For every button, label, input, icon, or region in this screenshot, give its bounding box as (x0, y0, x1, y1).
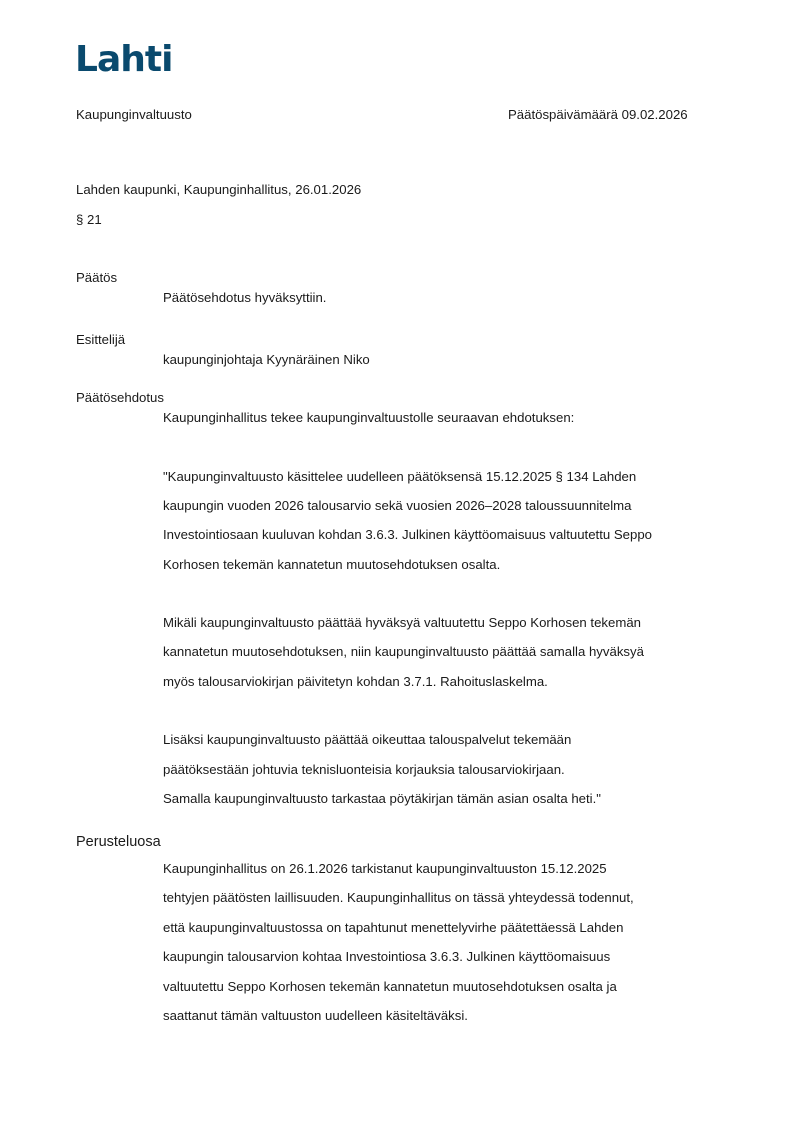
proposal-line: kaupungin vuoden 2026 talousarvio sekä vuosien 2026–2028 taloussuunnitelma (163, 498, 632, 513)
justification-line: Kaupunginhallitus on 26.1.2026 tarkistanut kaupunginvaltuuston 15.12.2025 (163, 861, 607, 876)
proposal-line: Kaupunginhallitus tekee kaupunginvaltuustolle seuraavan ehdotuksen: (163, 410, 575, 425)
proposal-line: kannatetun muutosehdotuksen, niin kaupunginvaltuusto päättää samalla hyväksyä (163, 644, 644, 659)
heading-paatos: Päätös (76, 270, 118, 285)
heading-perusteluosa: Perusteluosa (76, 834, 161, 850)
proposal-line: Lisäksi kaupunginvaltuusto päättää oikeuttaa talouspalvelut tekemään (163, 732, 572, 747)
justification-line: kaupungin talousarvion kohtaa Investointiosa 3.6.3. Julkinen käyttöomaisuus (163, 949, 611, 964)
proposal-line: päätöksestään johtuvia teknisluonteisia korjauksia talousarviokirjaan. (163, 762, 565, 777)
origin-line: Lahden kaupunki, Kaupunginhallitus, 26.01.2026 (76, 182, 362, 197)
justification-line: että kaupunginvaltuustossa on tapahtunut menettelyvirhe päätettäessä Lahden (163, 920, 624, 935)
lahti-logo: Lahti (75, 39, 173, 80)
justification-line: tehtyjen päätösten laillisuuden. Kaupunginhallitus on tässä yhteydessä todennut, (163, 890, 634, 905)
decision-date: 09.02.2026 (621, 107, 688, 122)
proposal-line: myös talousarviokirjan päivitetyn kohdan 3.7.1. Rahoituslaskelma. (163, 674, 548, 689)
heading-esittelija: Esittelijä (76, 332, 126, 347)
proposal-line: Mikäli kaupunginvaltuusto päättää hyväksyä valtuutettu Seppo Korhosen tekemän (163, 615, 641, 630)
section-number: § 21 (76, 212, 102, 227)
proposal-line: Korhosen tekemän kannatetun muutosehdotuksen osalta. (163, 557, 501, 572)
heading-paatosehdotus: Päätösehdotus (76, 390, 164, 405)
justification-line: valtuutettu Seppo Korhosen tekemän kannatetun muutosehdotuksen osalta ja (163, 979, 617, 994)
justification-line: saattanut tämän valtuuston uudelleen käsiteltäväksi. (163, 1008, 468, 1023)
proposal-line: Investointiosaan kuuluvan kohdan 3.6.3. Julkinen käyttöomaisuus valtuutettu Seppo (163, 527, 652, 542)
decision-date-line (508, 107, 688, 122)
body-name: Kaupunginvaltuusto (76, 107, 192, 122)
presenter-text: kaupunginjohtaja Kyynäräinen Niko (163, 352, 370, 367)
proposal-line: Samalla kaupunginvaltuusto tarkastaa pöytäkirjan tämän asian osalta heti." (163, 791, 601, 806)
proposal-line: "Kaupunginvaltuusto käsittelee uudelleen päätöksensä 15.12.2025 § 134 Lahden (163, 469, 637, 484)
decision-date-label: Päätöspäivämäärä (508, 107, 618, 122)
decision-text: Päätösehdotus hyväksyttiin. (163, 290, 327, 305)
